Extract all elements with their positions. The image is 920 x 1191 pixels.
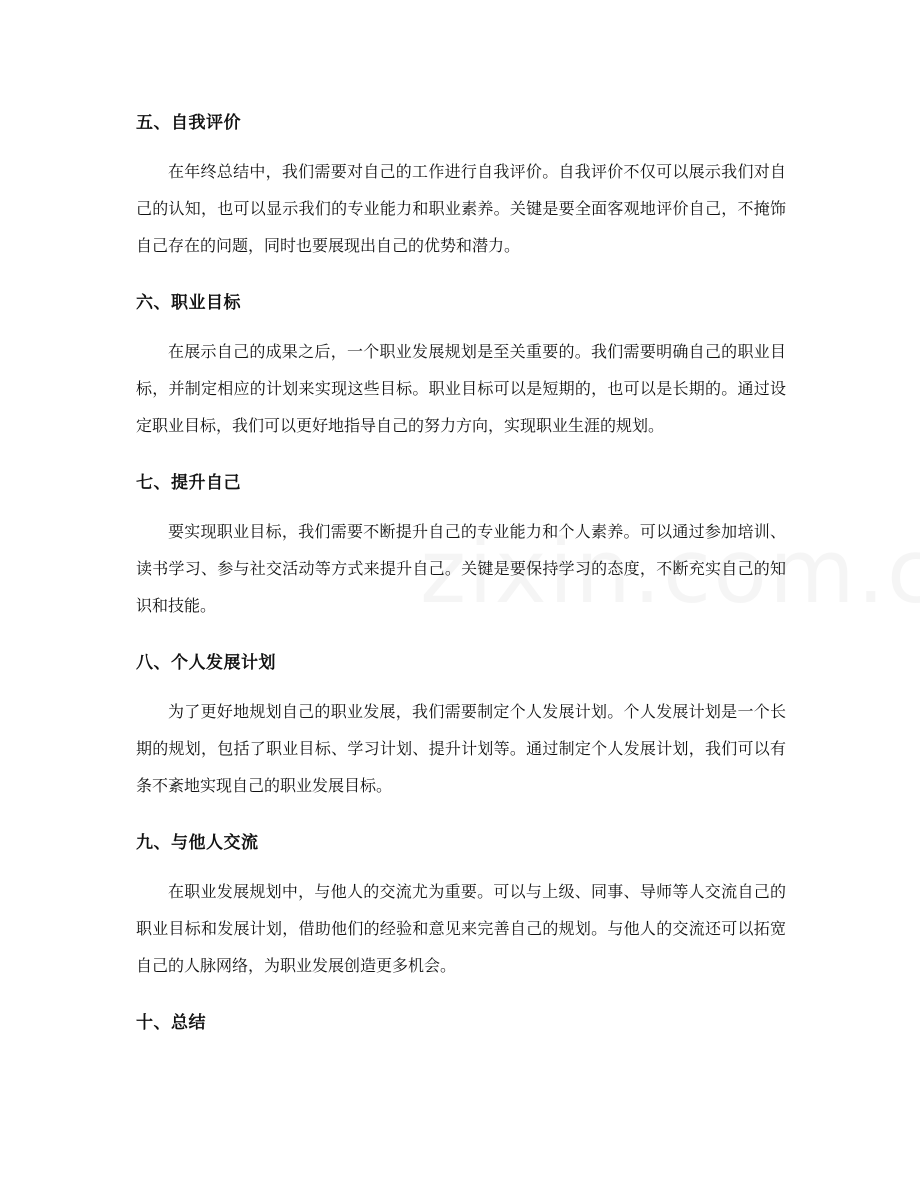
section-body-7: 要实现职业目标，我们需要不断提升自己的专业能力和个人素养。可以通过参加培训、读书学习、参与社交活动等方式来提升自己。关键是要保持学习的态度，不断充实自己的知识和技能。 [136,522,786,615]
section-heading-7: 七、提升自己 [136,473,241,493]
document-content [136,103,786,1043]
section-body-9: 在职业发展规划中，与他人的交流尤为重要。可以与上级、同事、导师等人交流自己的职业目标和发展计划，借助他们的经验和意见来完善自己的规划。与他人的交流还可以拓宽自己的人脉网络，为职业发展创造更多机会。 [136,882,786,975]
section-heading-8: 八、个人发展计划 [136,653,276,673]
section-body-5: 在年终总结中，我们需要对自己的工作进行自我评价。自我评价不仅可以展示我们对自己的认知，也可以显示我们的专业能力和职业素养。关键是要全面客观地评价自己，不掩饰自己存在的问题，同时也要展现出自己的优势和潜力。 [136,162,786,255]
section-heading-5: 五、自我评价 [136,113,241,133]
section-heading-6: 六、职业目标 [136,293,241,313]
section-body-6: 在展示自己的成果之后，一个职业发展规划是至关重要的。我们需要明确自己的职业目标，并制定相应的计划来实现这些目标。职业目标可以是短期的，也可以是长期的。通过设定职业目标，我们可以更好地指导自己的努力方向，实现职业生涯的规划。 [136,342,786,435]
section-body-8: 为了更好地规划自己的职业发展，我们需要制定个人发展计划。个人发展计划是一个长期的规划，包括了职业目标、学习计划、提升计划等。通过制定个人发展计划，我们可以有条不紊地实现自己的职业发展目标。 [136,702,786,795]
section-heading-10: 十、总结 [136,1013,206,1033]
section-heading-9: 九、与他人交流 [136,833,259,853]
